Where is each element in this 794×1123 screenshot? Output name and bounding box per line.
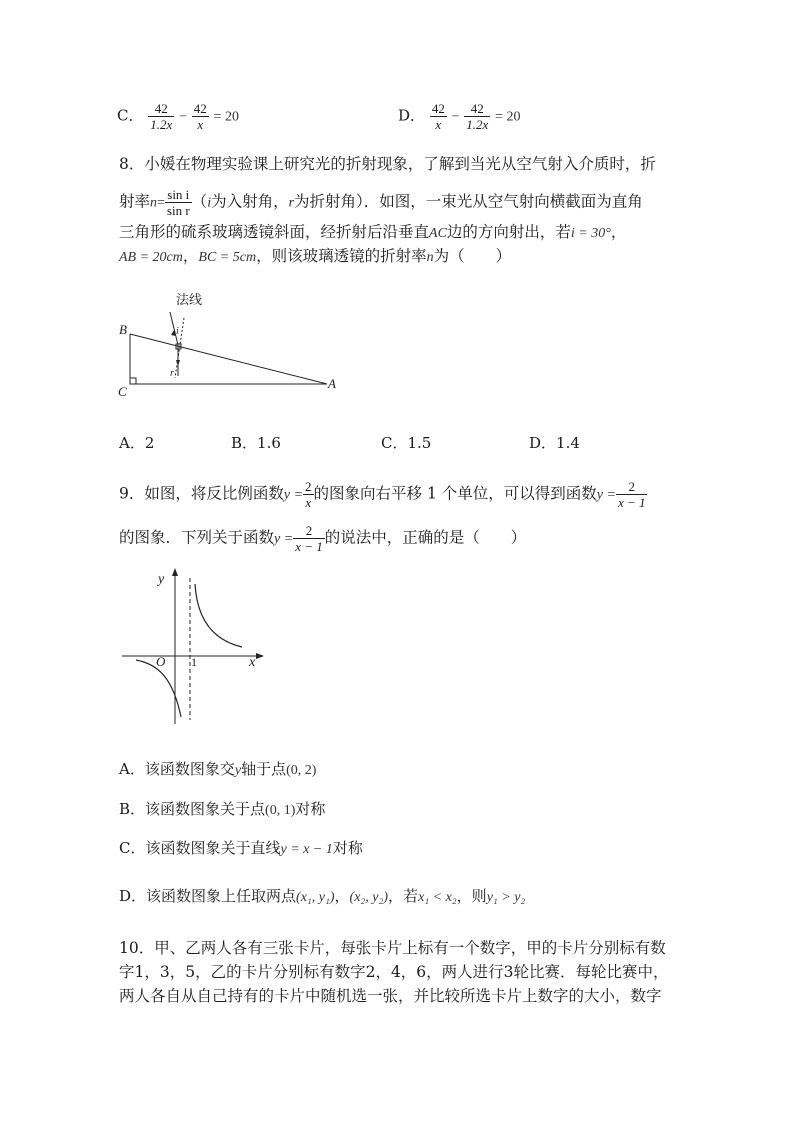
frac-den: x [197,117,204,132]
q8-line4 [119,246,511,268]
hypotenuse-ba [130,334,327,384]
text: 为入射角， [211,192,289,211]
q10-line2: 字1，3，5，乙的卡片分别标有数字2，4，6，两人进行3轮比赛．每轮比赛中， [119,963,669,981]
option-label: D． [398,106,426,125]
vertex-c-label: C [118,384,127,399]
frac-num: 42 [431,101,445,116]
equals: = [157,195,165,211]
text: 射率 [119,192,151,211]
q8-option-b: B．1.6 [231,434,281,452]
q8-option-a: A．2 [119,434,155,452]
x-axis-label: x [249,655,256,670]
frac-num: 2 [305,479,312,494]
frac-den: sin r [166,203,190,218]
frac-den: x [305,495,312,510]
text: 的图象．下列关于函数 [119,528,275,547]
text: ， [610,223,627,241]
text: （ [191,192,208,211]
frac-den: 1.2x [150,117,173,132]
operator: − [179,109,187,125]
text: 对称 [332,839,363,857]
fraction [165,188,192,217]
q8-line3 [119,222,626,244]
q8-option-c: C．1.5 [381,434,432,452]
fraction [303,480,314,509]
text: ，则 [456,887,487,905]
text: 边的方向射出，若 [446,223,571,241]
q8-line1: 8．小媛在物理实验课上研究光的折射现象，了解到当光从空气射入介质时，折 [119,155,656,173]
tick-label-1: 1 [191,655,197,669]
text: ，则该玻璃透镜的折射率 [256,247,427,265]
fraction [464,102,490,131]
q10-line1: 10．甲、乙两人各有三张卡片，每张卡片上标有一个数字，甲的卡片分别标有数 [119,939,666,957]
frac-den: x − 1 [617,495,646,510]
frac-num: 2 [616,480,648,495]
text: 的说法中，正确的是（ ） [324,528,527,547]
func-lhs: y = [274,531,294,547]
text: 三角形的硫系玻璃透镜斜面，经折射后沿垂直 [119,223,430,241]
right-angle-mark [130,378,136,384]
q7-option-d [398,102,521,131]
text: ， [182,247,199,265]
text: 为（ ） [433,247,512,265]
text: 对称 [295,800,326,818]
point: (0, 2) [286,763,317,778]
line-equation: y = x − 1 [280,842,333,857]
result: y₁ > y₂ [486,890,526,905]
q9-option-b [119,798,325,819]
text: A．该函数图象交 [119,760,235,778]
q9-line1 [119,480,647,509]
text: ， [334,887,350,905]
frac-num: 42 [193,101,207,116]
condition: x₁ < x₂ [418,890,457,905]
y-axis-arrow [172,568,178,576]
text: 轴于点 [241,760,287,778]
text: ，若 [388,887,419,905]
text: C．该函数图象关于直线 [119,839,281,857]
normal-label: 法线 [176,292,203,307]
text: D．该函数图象上任取两点 [119,887,297,905]
q9-function-graph [118,568,268,728]
frac-den: x − 1 [295,539,323,554]
operator: − [451,109,460,125]
var-n: n [426,250,434,265]
var-i: i [207,195,212,211]
fraction [192,102,209,131]
point: (0, 1) [265,803,296,818]
angle-r-label: r [170,368,174,379]
q10-line3: 两人各自从自己持有的卡片中随机选一张，并比较所选卡片上数字的大小，数字 [119,987,662,1005]
func-lhs: y = [596,487,616,503]
text: 为折射角）．如图，一束光从空气射向横截面为直角 [294,192,643,211]
var-n: n [150,195,158,211]
func-lhs: y = [283,487,304,503]
q9-option-c [119,837,363,858]
text: B．该函数图象关于点 [119,800,266,818]
q9-option-d [119,885,525,906]
q8-line2 [119,188,643,217]
fraction [293,524,325,553]
text: 的图象向右平移 1 个单位，可以得到函数 [313,484,597,503]
fraction [616,480,648,509]
var-y: y [234,763,242,778]
frac-num: 2 [293,524,325,539]
angle-value: i = 30° [570,226,611,241]
point-1: (x₁, y₁) [296,890,335,905]
q9-line2 [119,524,526,553]
y-axis-label: y [158,572,165,587]
q8-triangle-figure [112,290,352,402]
frac-den: x [435,117,442,132]
origin-label: O [156,654,166,669]
rhs: = 20 [213,109,239,125]
fraction [148,102,174,131]
point-2: (x₂, y₂) [349,890,389,905]
frac-num: 42 [148,102,174,117]
bc-length: BC = 5cm [198,250,257,265]
frac-den: 1.2x [466,117,489,132]
fraction [430,102,447,131]
q8-option-d: D．1.4 [529,434,580,452]
refracted-arrow [176,360,180,366]
vertex-a-label: A [328,376,336,391]
frac-num: sin i [165,188,192,203]
right-branch [195,584,242,647]
x-axis-arrow [256,653,264,659]
option-label: C． [117,106,144,125]
var-r: r [288,195,295,211]
segment-ac: AC [429,226,447,241]
q9-option-a [119,758,316,779]
angle-i-label: i [176,326,179,337]
ab-length: AB = 20cm [119,250,183,265]
text: 9．如图，将反比例函数 [119,484,284,503]
rhs: = 20 [495,109,521,125]
q7-option-c [117,102,239,131]
vertex-b-label: B [119,322,127,337]
frac-num: 42 [464,102,490,117]
